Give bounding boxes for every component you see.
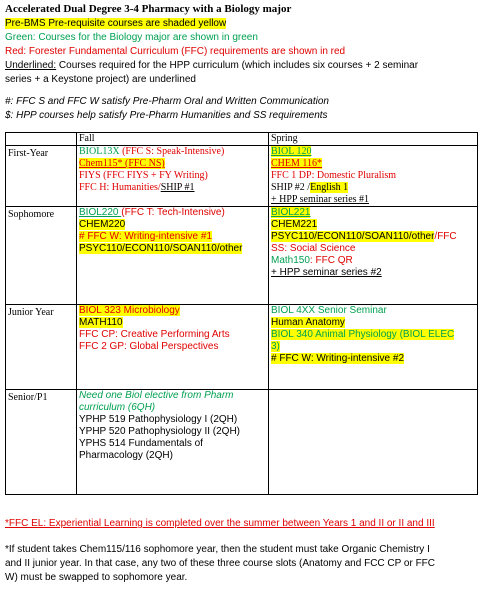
course-text: + HPP seminar series #2	[271, 267, 382, 278]
course-line	[79, 207, 267, 219]
row-label: Junior Year	[6, 305, 77, 390]
course-text: (FFC T: Tech-Intensive)	[121, 207, 225, 218]
legend-prebms-text: Pre-BMS Pre-requisite courses are shaded yellow	[5, 18, 227, 29]
spring-cell	[269, 390, 478, 495]
course-text: FFC 2 GP: Global Perspectives	[79, 341, 219, 352]
course-line	[271, 243, 476, 255]
course-line	[271, 182, 476, 194]
course-text: BIOL 120	[271, 146, 312, 157]
table-row	[6, 305, 478, 390]
course-text: BIOL 4XX Senior Seminar	[271, 305, 387, 316]
course-text: SS: Social Science	[271, 243, 356, 254]
course-line	[271, 231, 476, 243]
course-line	[79, 438, 267, 450]
course-line	[271, 267, 476, 279]
fall-cell	[77, 305, 269, 390]
course-text: CHEM 116*	[271, 158, 323, 169]
course-text: FFC CP: Creative Performing Arts	[79, 329, 230, 340]
course-line	[79, 146, 267, 158]
course-text: YPHP 519 Pathophysiology I (2QH)	[79, 414, 238, 425]
course-line	[79, 231, 267, 243]
curriculum-table	[5, 132, 478, 495]
course-line	[271, 353, 476, 365]
table-row	[6, 390, 478, 495]
course-text: YPHP 520 Pathophysiology II (2QH)	[79, 426, 241, 437]
course-line	[79, 219, 267, 231]
legend-red: Red: Forester Fundamental Curriculum (FFC) requirements are shown in red	[5, 46, 346, 57]
course-text: Need one Biol elective from Pharm	[79, 390, 234, 401]
course-line	[79, 170, 267, 182]
footnote-ffc-el: *FFC EL: Experiential Learning is completed over the summer between Years 1 and II or II and III	[5, 518, 435, 529]
course-line	[271, 305, 476, 317]
course-line	[271, 158, 476, 170]
course-line	[271, 317, 476, 329]
course-line	[271, 329, 476, 341]
spring-cell	[269, 146, 478, 207]
course-line	[271, 170, 476, 182]
fall-cell	[77, 390, 269, 495]
header-blank	[6, 133, 77, 146]
legend-underlined	[5, 60, 418, 72]
course-line	[79, 390, 267, 402]
course-line	[79, 450, 267, 462]
legend-green: Green: Courses for the Biology major are shown in green	[5, 32, 258, 43]
course-line	[79, 426, 267, 438]
course-line	[79, 305, 267, 317]
table-header-row	[6, 133, 478, 146]
course-text: BIOL 340 Animal Physiology (BIOL ELEC	[271, 329, 455, 340]
course-line	[79, 329, 267, 341]
course-text: curriculum (6QH)	[79, 402, 156, 413]
course-text: /FFC	[434, 231, 457, 242]
table-row	[6, 146, 478, 207]
course-text: CHEM220	[79, 219, 126, 230]
legend-prebms	[5, 18, 226, 30]
course-line	[79, 243, 267, 255]
course-text: PSYC110/ECON110/SOAN110/other	[271, 231, 435, 242]
course-text: Math150	[271, 255, 310, 266]
course-line	[79, 341, 267, 353]
course-text: Pharmacology (2QH)	[79, 450, 173, 461]
note-ffc: #: FFC S and FFC W satisfy Pre-Pharm Oral and Written Communication	[5, 96, 329, 107]
course-text: CHEM221	[271, 219, 318, 230]
row-label: First-Year	[6, 146, 77, 207]
course-text: SHIP #1	[160, 182, 195, 193]
course-text: BIOL221	[271, 207, 311, 218]
course-text: FFC H: Humanities/	[79, 182, 161, 193]
course-text: English 1	[310, 182, 349, 193]
spring-cell	[269, 305, 478, 390]
row-label: Senior/P1	[6, 390, 77, 495]
note-hpp: $: HPP courses help satisfy Pre-Pharm Humanities and SS requirements	[5, 110, 328, 121]
course-text: + HPP seminar series #1	[271, 194, 370, 205]
course-line	[79, 414, 267, 426]
course-text: FFC 1 DP: Domestic Pluralism	[271, 170, 397, 181]
course-text: Human Anatomy	[271, 317, 345, 328]
course-line	[271, 255, 476, 267]
footnote-chem-line3: W) must be swapped to sophomore year.	[5, 572, 188, 583]
course-line	[79, 182, 267, 194]
course-text: Chem115* (FFC NS)	[79, 158, 165, 169]
legend-underlined-label: Underlined:	[5, 60, 57, 71]
course-text: BIOL13X	[79, 146, 123, 157]
course-line	[271, 341, 476, 353]
legend-underlined-text: Courses required for the HPP curriculum (which includes six courses + 2 seminar	[56, 60, 419, 71]
footnote-chem-line2: and II junior year. In that case, any two of these three course slots (Anatomy and FCC CP or FFC	[5, 558, 436, 569]
course-line	[79, 402, 267, 414]
course-text: BIOL 323 Microbiology	[79, 305, 180, 316]
course-text: : FFC QR	[309, 255, 353, 266]
page-title: Accelerated Dual Degree 3-4 Pharmacy with a Biology major	[5, 3, 292, 15]
course-line	[79, 317, 267, 329]
course-text: # FFC W: Writing-intensive #1	[79, 231, 213, 242]
footnote-chem-line1: *If student takes Chem115/116 sophomore year, then the student must take Organic Chemistry I	[5, 544, 430, 555]
table-row	[6, 207, 478, 305]
spring-cell	[269, 207, 478, 305]
course-text: # FFC W: Writing-intensive #2	[271, 353, 405, 364]
course-line	[271, 207, 476, 219]
legend-underlined-cont: series + a Keystone project) are underlined	[5, 74, 196, 85]
fall-cell	[77, 207, 269, 305]
course-line	[271, 146, 476, 158]
course-text: MATH110	[79, 317, 123, 328]
course-text: (FFC S: Speak-Intensive)	[122, 146, 225, 157]
course-text: 3)	[271, 341, 280, 352]
header-fall: Fall	[77, 133, 269, 146]
fall-cell	[77, 146, 269, 207]
course-text: FIYS (FFC FIYS + FY Writing)	[79, 170, 208, 181]
course-line	[271, 219, 476, 231]
course-text: BIOL220	[79, 207, 122, 218]
header-spring: Spring	[269, 133, 478, 146]
row-label: Sophomore	[6, 207, 77, 305]
course-text: PSYC110/ECON110/SOAN110/other	[79, 243, 243, 254]
course-line	[79, 158, 267, 170]
course-line	[271, 194, 476, 206]
course-text: SHIP #2 /	[271, 182, 311, 193]
course-text: YPHS 514 Fundamentals of	[79, 438, 203, 449]
